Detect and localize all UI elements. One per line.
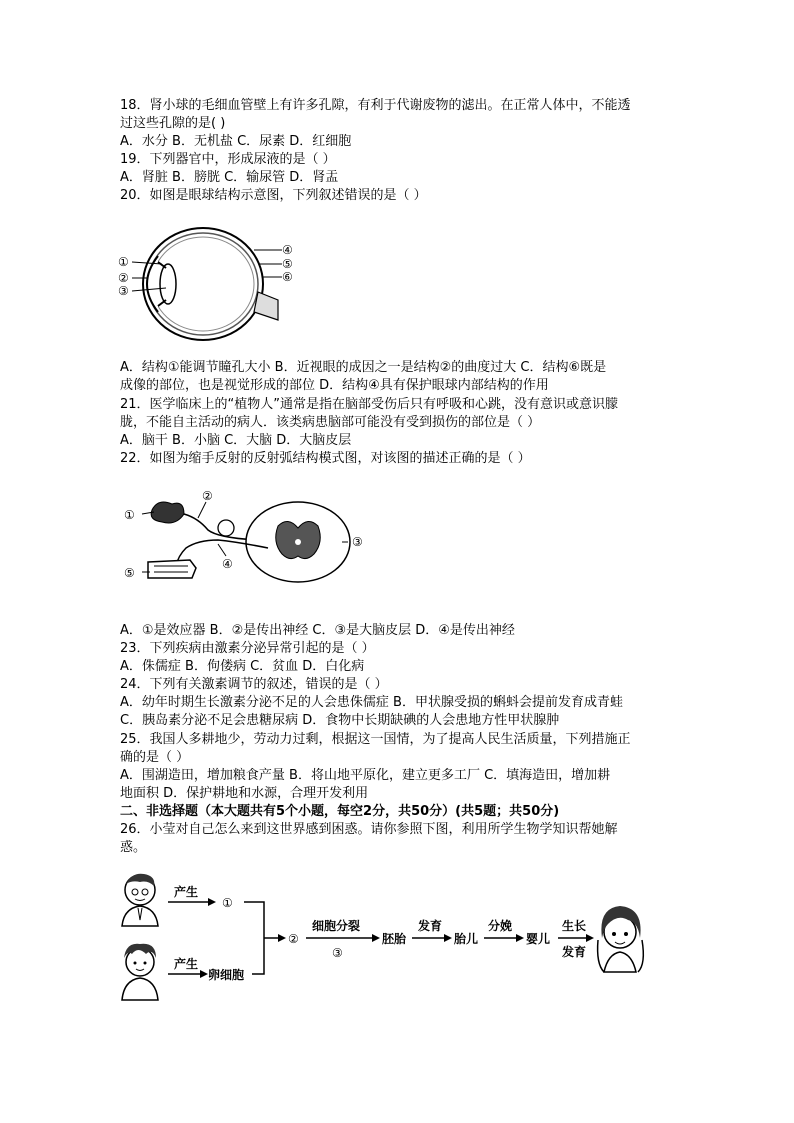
- node-2-label: ②: [288, 932, 299, 946]
- q18-stem-line1: 18．肾小球的毛细血管壁上有许多孔隙，有利于代谢废物的滤出。在正常人体中，不能透: [120, 98, 631, 113]
- mother-illustration: [122, 944, 158, 1000]
- eye-label-5: ⑤: [282, 257, 293, 271]
- q25-options-line2: 地面积 D．保护耕地和水源，合理开发利用: [120, 786, 369, 801]
- q22-stem: 22．如图为缩手反射的反射弧结构模式图，对该图的描述正确的是（ ）: [120, 451, 531, 466]
- q18-options: A．水分 B．无机盐 C．尿素 D．红细胞: [120, 134, 352, 149]
- girl-illustration: [598, 906, 644, 972]
- fetus-label: 胎儿: [454, 932, 479, 946]
- eyeball-diagram: [118, 216, 298, 356]
- q20-options-line2: 成像的部位，也是视觉形成的部位 D．结构④具有保护眼球内部结构的作用: [120, 378, 549, 393]
- q23-stem: 23．下列疾病由激素分泌异常引起的是（ ）: [120, 641, 375, 656]
- grow-label: 生长: [562, 919, 587, 933]
- cell-division-label: 细胞分裂: [312, 919, 361, 933]
- eye-label-1: ①: [118, 255, 129, 269]
- father-illustration: [122, 874, 158, 926]
- q18-stem-line2: 过这些孔隙的是( ): [120, 116, 226, 131]
- egg-cell-label: 卵细胞: [208, 968, 245, 982]
- reflex-label-4: ④: [222, 557, 233, 571]
- produce-label-bottom: 产生: [174, 957, 199, 971]
- q22-options: A．①是效应器 B．②是传出神经 C．③是大脑皮层 D．④是传出神经: [120, 623, 515, 638]
- reflex-label-1: ①: [124, 508, 135, 522]
- reflex-label-3: ③: [352, 535, 363, 549]
- eye-label-6: ⑥: [282, 270, 293, 284]
- develop-label-1: 发育: [418, 919, 443, 933]
- q25-stem-line2: 确的是（ ）: [120, 750, 190, 765]
- infant-label: 婴儿: [526, 932, 551, 946]
- q23-options: A．侏儒症 B．佝偻病 C．贫血 D．白化病: [120, 659, 365, 674]
- produce-label-top: 产生: [174, 885, 199, 899]
- node-3-label: ③: [332, 946, 343, 960]
- q24-options-line1: A．幼年时期生长激素分泌不足的人会患侏儒症 B．甲状腺受损的蝌蚪会提前发育成青蛙: [120, 695, 623, 710]
- q19-stem: 19．下列器官中，形成尿液的是（ ）: [120, 152, 336, 167]
- reflex-label-5: ⑤: [124, 566, 135, 580]
- eye-label-2: ②: [118, 271, 129, 285]
- node-1-label: ①: [222, 896, 233, 910]
- q20-stem: 20．如图是眼球结构示意图，下列叙述错误的是（ ）: [120, 188, 427, 203]
- develop-label-2: 发育: [562, 945, 587, 959]
- q19-options: A．肾脏 B．膀胱 C．输尿管 D．肾盂: [120, 170, 339, 185]
- delivery-label: 分娩: [488, 919, 513, 933]
- q26-stem-line2: 惑。: [120, 840, 147, 855]
- q26-stem-line1: 26．小莹对自己怎么来到这世界感到困惑。请你参照下图，利用所学生物学知识帮她解: [120, 822, 618, 837]
- eye-label-3: ③: [118, 284, 129, 298]
- q21-stem-line1: 21．医学临床上的“植物人”通常是指在脑部受伤后只有呼吸和心跳，没有意识或意识朦: [120, 397, 619, 412]
- reflex-arc-diagram: [118, 486, 378, 586]
- q24-stem: 24．下列有关激素调节的叙述，错误的是（ ）: [120, 677, 388, 692]
- reflex-label-2: ②: [202, 489, 213, 503]
- embryo-label: 胚胎: [382, 932, 407, 946]
- q21-stem-line2: 胧，不能自主活动的病人．该类病患脑部可能没有受到损伤的部位是（ ）: [120, 415, 541, 430]
- section-two-heading: 二、非选择题（本大题共有5个小题，每空2分，共50分）(共5题；共50分): [120, 804, 560, 819]
- human-development-diagram: [118, 868, 648, 1008]
- q25-options-line1: A．围湖造田，增加粮食产量 B．将山地平原化，建立更多工厂 C．填海造田，增加耕: [120, 768, 611, 783]
- eye-label-4: ④: [282, 243, 293, 257]
- q25-stem-line1: 25．我国人多耕地少，劳动力过剩，根据这一国情，为了提高人民生活质量，下列措施正: [120, 732, 631, 747]
- q24-options-line2: C．胰岛素分泌不足会患糖尿病 D．食物中长期缺碘的人会患地方性甲状腺肿: [120, 713, 560, 728]
- q21-options: A．脑干 B．小脑 C．大脑 D．大脑皮层: [120, 433, 352, 448]
- q20-options-line1: A．结构①能调节瞳孔大小 B．近视眼的成因之一是结构②的曲度过大 C．结构⑥既是: [120, 360, 607, 375]
